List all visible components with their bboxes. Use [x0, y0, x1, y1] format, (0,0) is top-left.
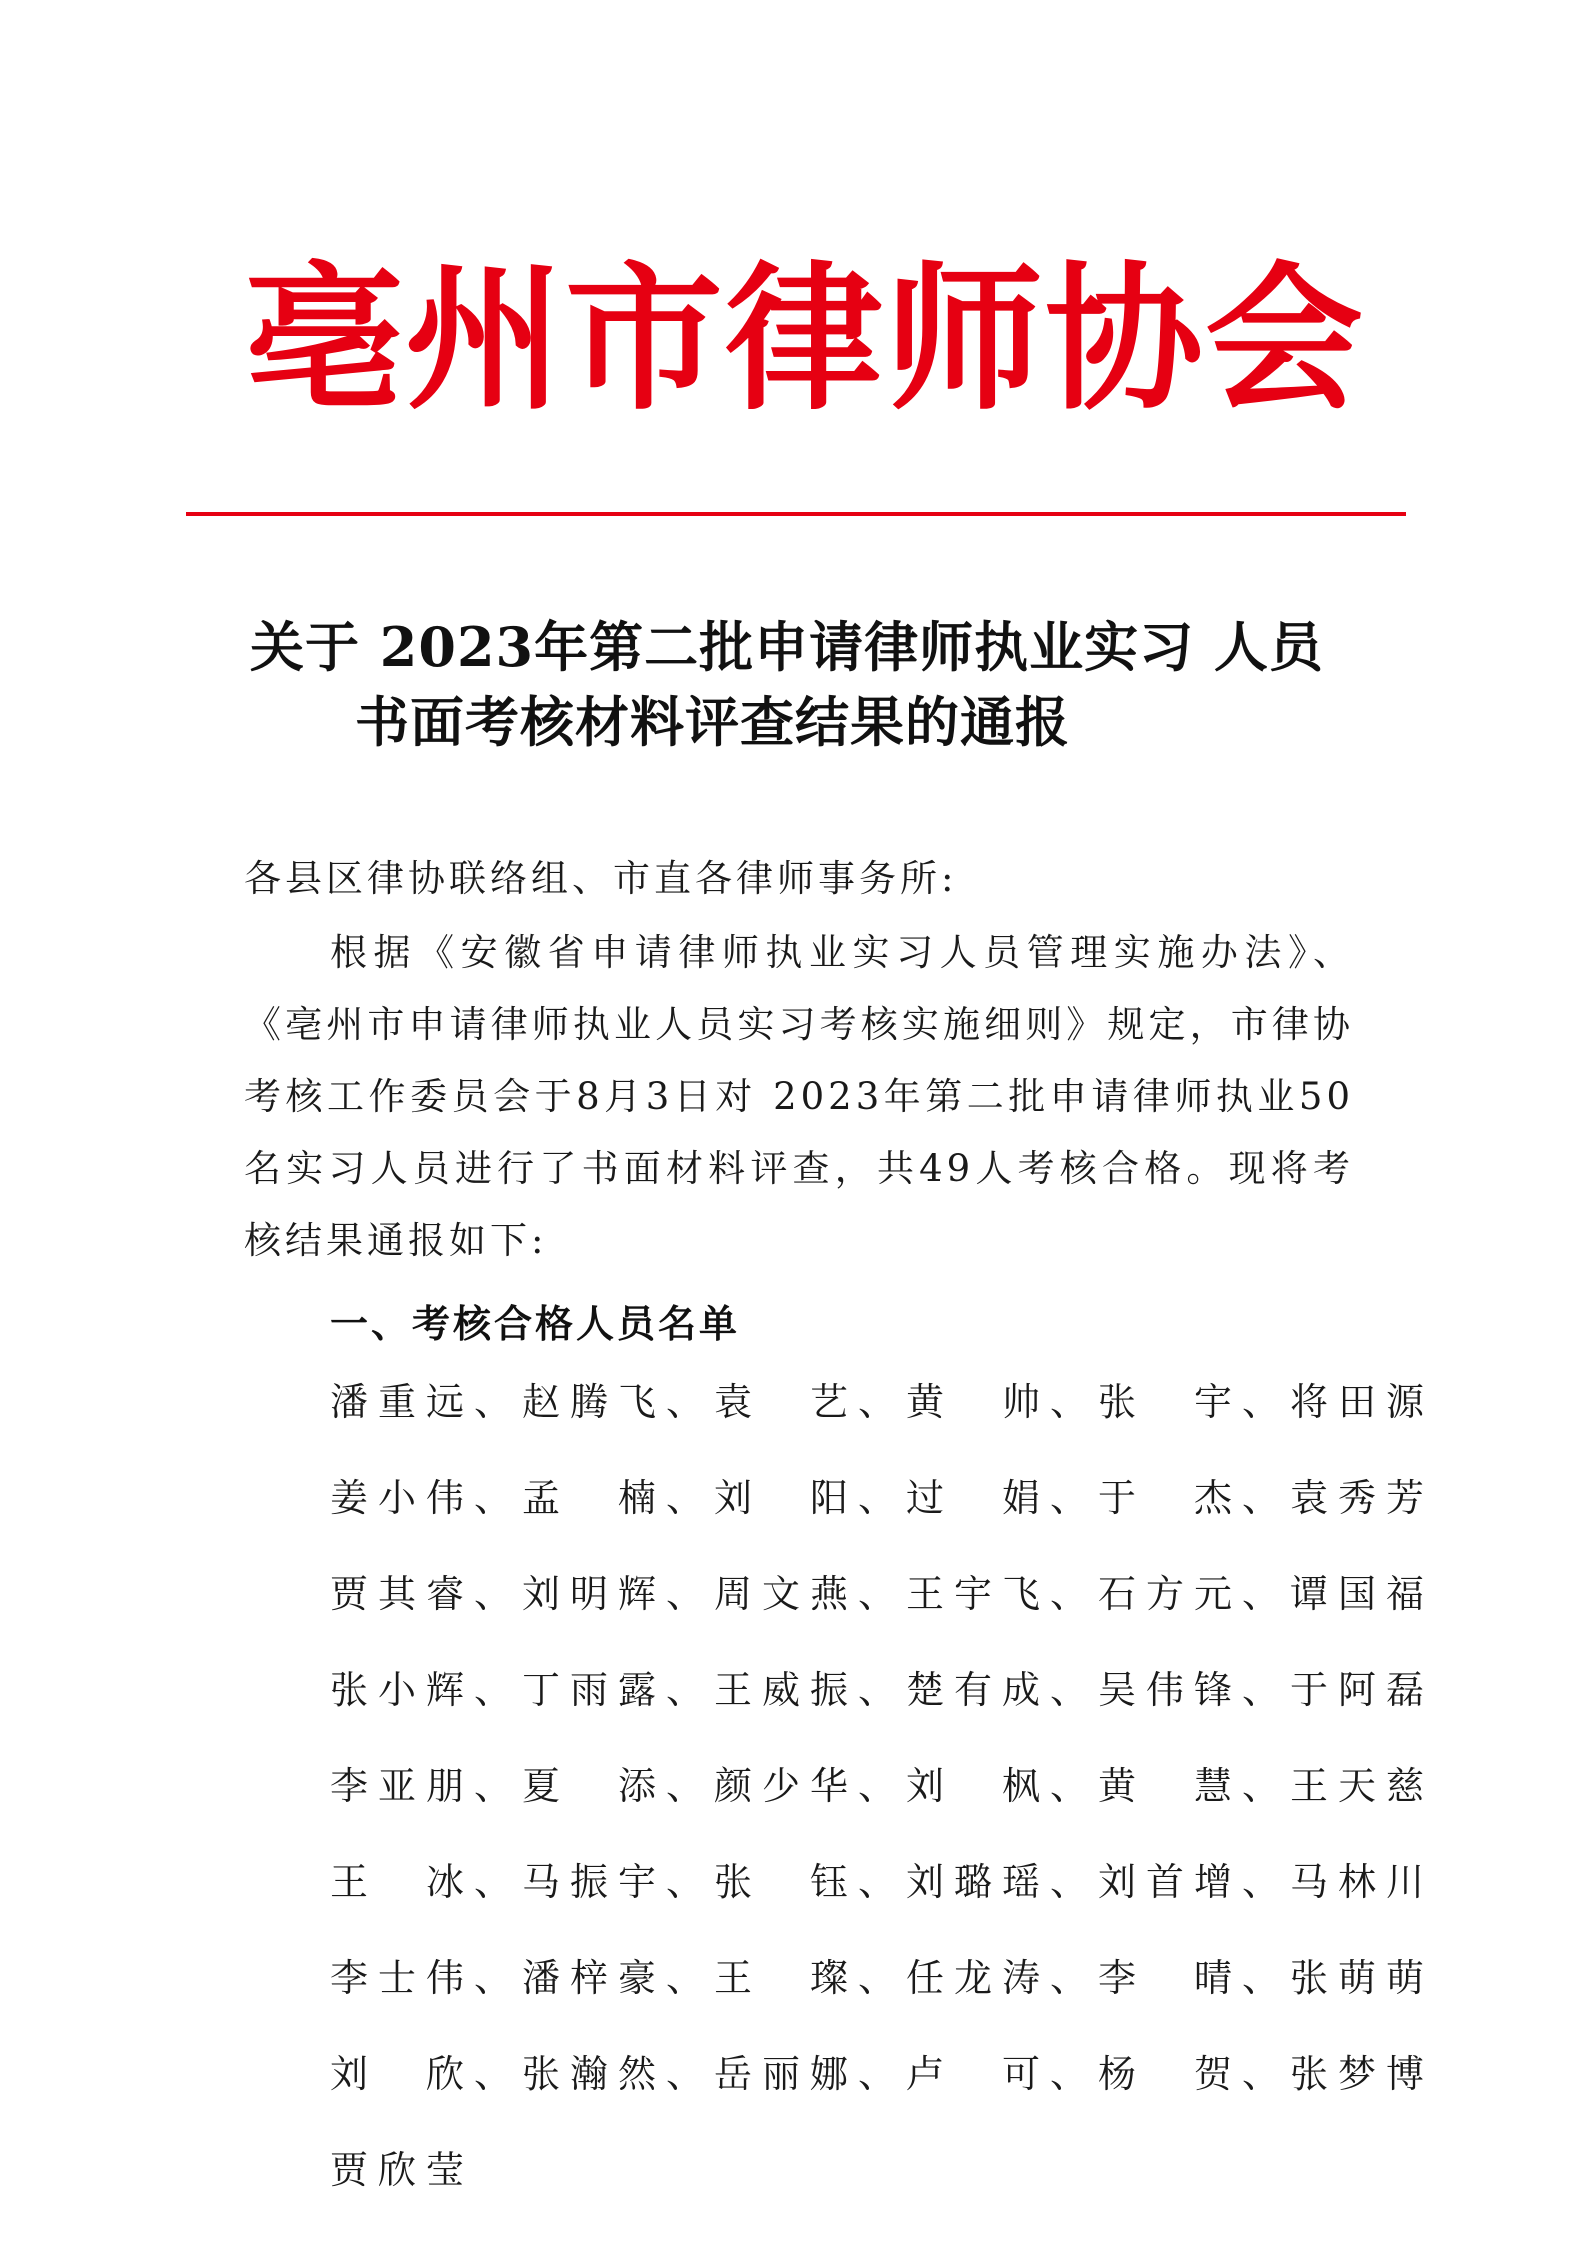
section-heading-qualified-list: 一、考核合格人员名单 [330, 1302, 741, 1346]
body-paragraph: 根据《安徽省申请律师执业实习人员管理实施办法》、《亳州市申请律师执业人员实习考核实施细则》规定，市律协考核工作委员会于8月3日对 2023年第二批申请律师执业50名实习人员进行了书面材料评查，共49人考核合格。现将考核结果通报如下: [244, 931, 1354, 1262]
name-row: 姜小伟、孟 楠、刘 阳、过 娟、于 杰、袁秀芳 [330, 1476, 1435, 1520]
name-row: 王 冰、马振宇、张 钰、刘璐瑶、刘首增、马林川 [330, 1860, 1435, 1904]
association-letterhead: 亳州市律师协会 [245, 248, 1365, 432]
name-row: 贾其睿、刘明辉、周文燕、王宇飞、石方元、谭国福 [330, 1572, 1435, 1616]
salutation: 各县区律协联络组、市直各律师事务所: [244, 857, 958, 900]
name-row: 李亚朋、夏 添、颜少华、刘 枫、黄 慧、王天慈 [330, 1764, 1435, 1808]
qualified-names-list [330, 1372, 1435, 2236]
name-row: 张小辉、丁雨露、王威振、楚有成、吴伟锋、于阿磊 [330, 1668, 1435, 1712]
document-title-line-1: 关于 2023年第二批申请律师执业实习 人员 [250, 615, 1324, 679]
letterhead-divider [186, 512, 1406, 516]
name-row: 李士伟、潘梓豪、王 璨、任龙涛、李 晴、张萌萌 [330, 1956, 1435, 2000]
name-row: 刘 欣、张瀚然、岳丽娜、卢 可、杨 贺、张梦博 [330, 2052, 1435, 2096]
name-row: 贾欣莹 [330, 2148, 475, 2192]
name-row: 潘重远、赵腾飞、袁 艺、黄 帅、张 宇、将田源 [330, 1380, 1435, 1424]
document-title-line-2: 书面考核材料评查结果的通报 [355, 690, 1070, 754]
